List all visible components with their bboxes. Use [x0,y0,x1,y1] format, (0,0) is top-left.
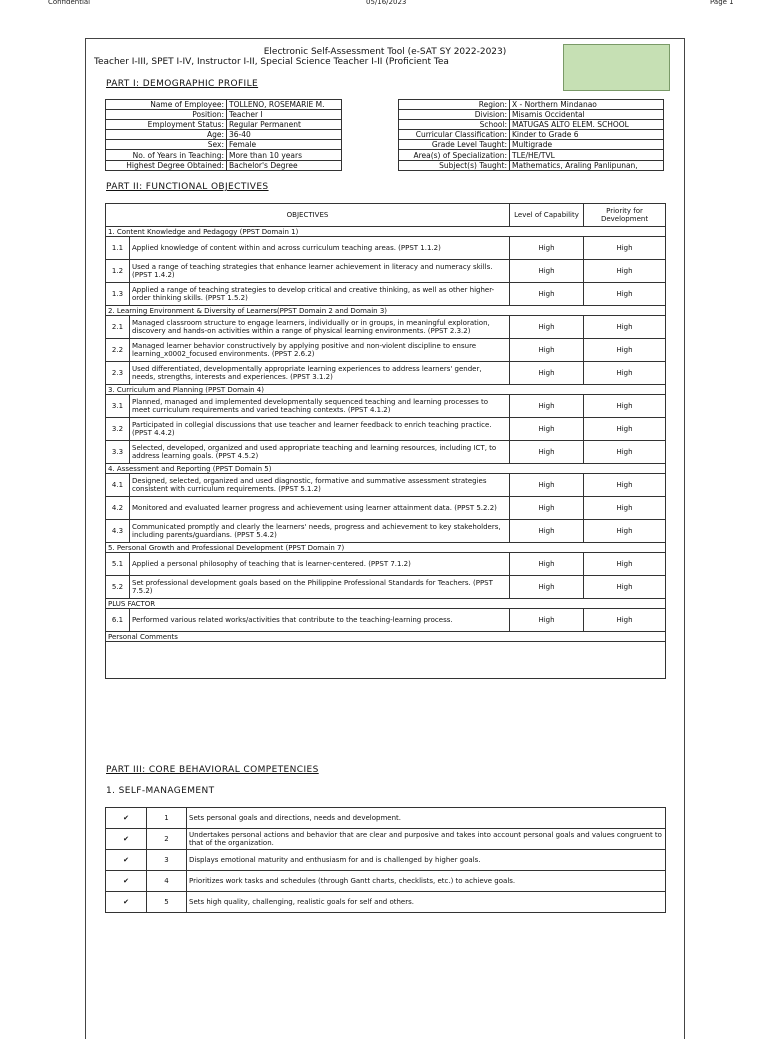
priority-level: High [584,497,666,520]
domain-row [106,543,666,553]
objective-text: Managed classroom structure to engage learners, individually or in groups, in meaningful exploration, discovery and hands-on activities within a range of physical learning environments. (PPST 2.3.2) [130,316,510,339]
priority-level: High [584,283,666,306]
demographic-label: Position: [106,110,227,120]
capability-level: High [510,576,584,599]
demographic-value: 36-40 [227,130,342,140]
demographic-value: TLE/HE/TVL [510,150,664,160]
demographic-row [106,100,342,110]
demographic-value: More than 10 years [227,150,342,160]
checkmark-icon[interactable]: ✔ [106,892,147,913]
objective-number: 4.1 [106,474,130,497]
assessment-sheet [85,38,685,1039]
capability-level: High [510,316,584,339]
priority-level: High [584,609,666,632]
objective-number: 2.2 [106,339,130,362]
demographic-label: Division: [399,110,510,120]
objective-row [106,362,666,385]
demographic-row [106,120,342,130]
capability-level: High [510,283,584,306]
indicator-number: 5 [147,892,187,913]
objective-text: Applied a range of teaching strategies to develop critical and creative thinking, as well as other higher-order thinking skills. (PPST 1.5.2) [130,283,510,306]
demographic-label: Subject(s) Taught: [399,160,510,170]
demographic-row [399,110,664,120]
demographic-row [106,140,342,150]
objective-text: Designed, selected, organized and used diagnostic, formative and summative assessment strategies consistent with curriculum requirements. (PPST 5.1.2) [130,474,510,497]
demographic-row [399,100,664,110]
personal-comments-label-row [106,632,666,642]
domain-title: PLUS FACTOR [106,599,666,609]
indicator-number: 4 [147,871,187,892]
objectives-table [105,203,666,679]
objective-number: 4.2 [106,497,130,520]
objective-row [106,441,666,464]
priority-column-header: Priority for Development [584,204,666,227]
domain-title: 3. Curriculum and Planning (PPST Domain 4) [106,385,666,395]
objective-number: 3.2 [106,418,130,441]
objective-number: 1.2 [106,260,130,283]
capability-level: High [510,474,584,497]
demographic-value: Multigrade [510,140,664,150]
checkmark-icon[interactable]: ✔ [106,850,147,871]
self-management-heading: 1. SELF-MANAGEMENT [106,786,215,796]
priority-level: High [584,553,666,576]
part-2-heading: PART II: FUNCTIONAL OBJECTIVES [106,182,269,192]
checkmark-icon[interactable]: ✔ [106,829,147,850]
capability-level: High [510,441,584,464]
self-management-row [106,871,666,892]
objective-row [106,395,666,418]
objective-number: 5.1 [106,553,130,576]
checkmark-icon[interactable]: ✔ [106,808,147,829]
capability-level: High [510,609,584,632]
demographic-row [399,150,664,160]
demographic-value: TOLLENO, ROSEMARIE M. [227,100,342,110]
objective-text: Set professional development goals based on the Philippine Professional Standards for Teachers. (PPST 7.5.2) [130,576,510,599]
objective-number: 2.3 [106,362,130,385]
capability-level: High [510,520,584,543]
priority-level: High [584,362,666,385]
objective-row [106,553,666,576]
objective-text: Used differentiated, developmentally appropriate learning experiences to address learners' gender, needs, strengths, interests and experiences. (PPST 3.1.2) [130,362,510,385]
demographic-label: Name of Employee: [106,100,227,110]
indicator-number: 3 [147,850,187,871]
objective-text: Applied knowledge of content within and across curriculum teaching areas. (PPST 1.1.2) [130,237,510,260]
indicator-text: Sets high quality, challenging, realistic goals for self and others. [187,892,666,913]
domain-title: 2. Learning Environment & Diversity of Learners(PPST Domain 2 and Domain 3) [106,306,666,316]
demographic-row [399,140,664,150]
demographic-value: Teacher I [227,110,342,120]
priority-level: High [584,316,666,339]
priority-level: High [584,395,666,418]
capability-level: High [510,395,584,418]
objective-number: 4.3 [106,520,130,543]
indicator-text: Prioritizes work tasks and schedules (through Gantt charts, checklists, etc.) to achieve goals. [187,871,666,892]
domain-title: 4. Assessment and Reporting (PPST Domain 5) [106,464,666,474]
header-confidential: Confidential [48,0,91,6]
objective-row [106,520,666,543]
document-subtitle: Teacher I-III, SPET I-IV, Instructor I-II, Special Science Teacher I-II (Proficient Tea [94,57,449,67]
objective-row [106,497,666,520]
checkmark-icon[interactable]: ✔ [106,871,147,892]
capability-level: High [510,362,584,385]
indicator-text: Displays emotional maturity and enthusiasm for and is challenged by higher goals. [187,850,666,871]
header-page-number: Page 1 [710,0,734,6]
demographic-label: Curricular Classification: [399,130,510,140]
demographic-value: X - Northern Mindanao [510,100,664,110]
objective-text: Communicated promptly and clearly the learners' needs, progress and achievement to key stakeholders, including parents/guardians. (PPST 5.4.2) [130,520,510,543]
demographic-row [399,160,664,170]
demographic-label: Region: [399,100,510,110]
demographic-row [399,120,664,130]
demographic-label: Grade Level Taught: [399,140,510,150]
domain-row [106,464,666,474]
objective-row [106,316,666,339]
objective-row [106,260,666,283]
domain-row [106,306,666,316]
objectives-header-row [106,204,666,227]
objective-row [106,283,666,306]
demographic-label: Sex: [106,140,227,150]
indicator-text: Undertakes personal actions and behavior that are clear and purposive and takes into account personal goals and values congruent to that of the organization. [187,829,666,850]
objective-row [106,237,666,260]
demographic-row [106,110,342,120]
domain-title: 5. Personal Growth and Professional Development (PPST Domain 7) [106,543,666,553]
document-title: Electronic Self-Assessment Tool (e-SAT SY 2022-2023) [263,47,507,57]
capability-level: High [510,339,584,362]
objective-text: Selected, developed, organized and used appropriate teaching and learning resources, including ICT, to address learning goals. (PPST 4.5.2) [130,441,510,464]
objective-number: 3.3 [106,441,130,464]
part-1-heading: PART I: DEMOGRAPHIC PROFILE [106,79,259,89]
domain-row [106,599,666,609]
demographic-row [106,160,342,170]
header-date: 05/16/2023 [366,0,407,6]
domain-title: 1. Content Knowledge and Pedagogy (PPST Domain 1) [106,227,666,237]
priority-level: High [584,474,666,497]
objective-row [106,418,666,441]
objective-number: 1.1 [106,237,130,260]
part-3-heading: PART III: CORE BEHAVIORAL COMPETENCIES [106,765,319,775]
priority-level: High [584,339,666,362]
domain-row [106,385,666,395]
personal-comments-label: Personal Comments [106,632,666,642]
capability-level: High [510,418,584,441]
objective-number: 2.1 [106,316,130,339]
objective-text: Managed learner behavior constructively by applying positive and non-violent discipline to ensure learning_x0002_focused environments. (PPST 2.6.2) [130,339,510,362]
objective-row [106,576,666,599]
priority-level: High [584,237,666,260]
indicator-text: Sets personal goals and directions, needs and development. [187,808,666,829]
capability-column-header: Level of Capability [510,204,584,227]
demographic-table-left [105,99,342,171]
objective-text: Applied a personal philosophy of teaching that is learner-centered. (PPST 7.1.2) [130,553,510,576]
demographic-row [399,130,664,140]
demographic-value: Female [227,140,342,150]
objective-number: 1.3 [106,283,130,306]
objective-text: Planned, managed and implemented developmentally sequenced teaching and learning processes to meet curriculum requirements and varied teaching contexts. (PPST 4.1.2) [130,395,510,418]
demographic-value: Regular Permanent [227,120,342,130]
demographic-table-right [398,99,664,171]
self-management-row [106,892,666,913]
personal-comments-field[interactable] [106,642,666,679]
capability-level: High [510,497,584,520]
capability-level: High [510,553,584,576]
highlight-box [563,44,670,91]
objectives-column-header: OBJECTIVES [106,204,510,227]
self-management-row [106,808,666,829]
demographic-row [106,150,342,160]
objective-text: Participated in collegial discussions that use teacher and learner feedback to enrich teaching practice. (PPST 4.4.2) [130,418,510,441]
demographic-label: No. of Years in Teaching: [106,150,227,160]
capability-level: High [510,260,584,283]
priority-level: High [584,418,666,441]
demographic-label: Age: [106,130,227,140]
self-management-row [106,850,666,871]
objective-row [106,609,666,632]
demographic-value: MATUGAS ALTO ELEM. SCHOOL [510,120,664,130]
demographic-value: Misamis Occidental [510,110,664,120]
domain-row [106,227,666,237]
indicator-number: 1 [147,808,187,829]
objective-row [106,474,666,497]
self-management-table [105,807,666,913]
indicator-number: 2 [147,829,187,850]
demographic-value: Bachelor's Degree [227,160,342,170]
demographic-value: Mathematics, Araling Panlipunan, [510,160,664,170]
priority-level: High [584,576,666,599]
demographic-label: School: [399,120,510,130]
priority-level: High [584,520,666,543]
demographic-label: Employment Status: [106,120,227,130]
objective-number: 3.1 [106,395,130,418]
objective-row [106,339,666,362]
demographic-label: Area(s) of Specialization: [399,150,510,160]
self-management-row [106,829,666,850]
objective-text: Used a range of teaching strategies that enhance learner achievement in literacy and numeracy skills. (PPST 1.4.2) [130,260,510,283]
capability-level: High [510,237,584,260]
personal-comments-row [106,642,666,679]
priority-level: High [584,260,666,283]
priority-level: High [584,441,666,464]
objective-number: 6.1 [106,609,130,632]
objective-text: Monitored and evaluated learner progress and achievement using learner attainment data. (PPST 5.2.2) [130,497,510,520]
demographic-value: Kinder to Grade 6 [510,130,664,140]
demographic-label: Highest Degree Obtained: [106,160,227,170]
demographic-row [106,130,342,140]
objective-text: Performed various related works/activities that contribute to the teaching-learning process. [130,609,510,632]
objective-number: 5.2 [106,576,130,599]
